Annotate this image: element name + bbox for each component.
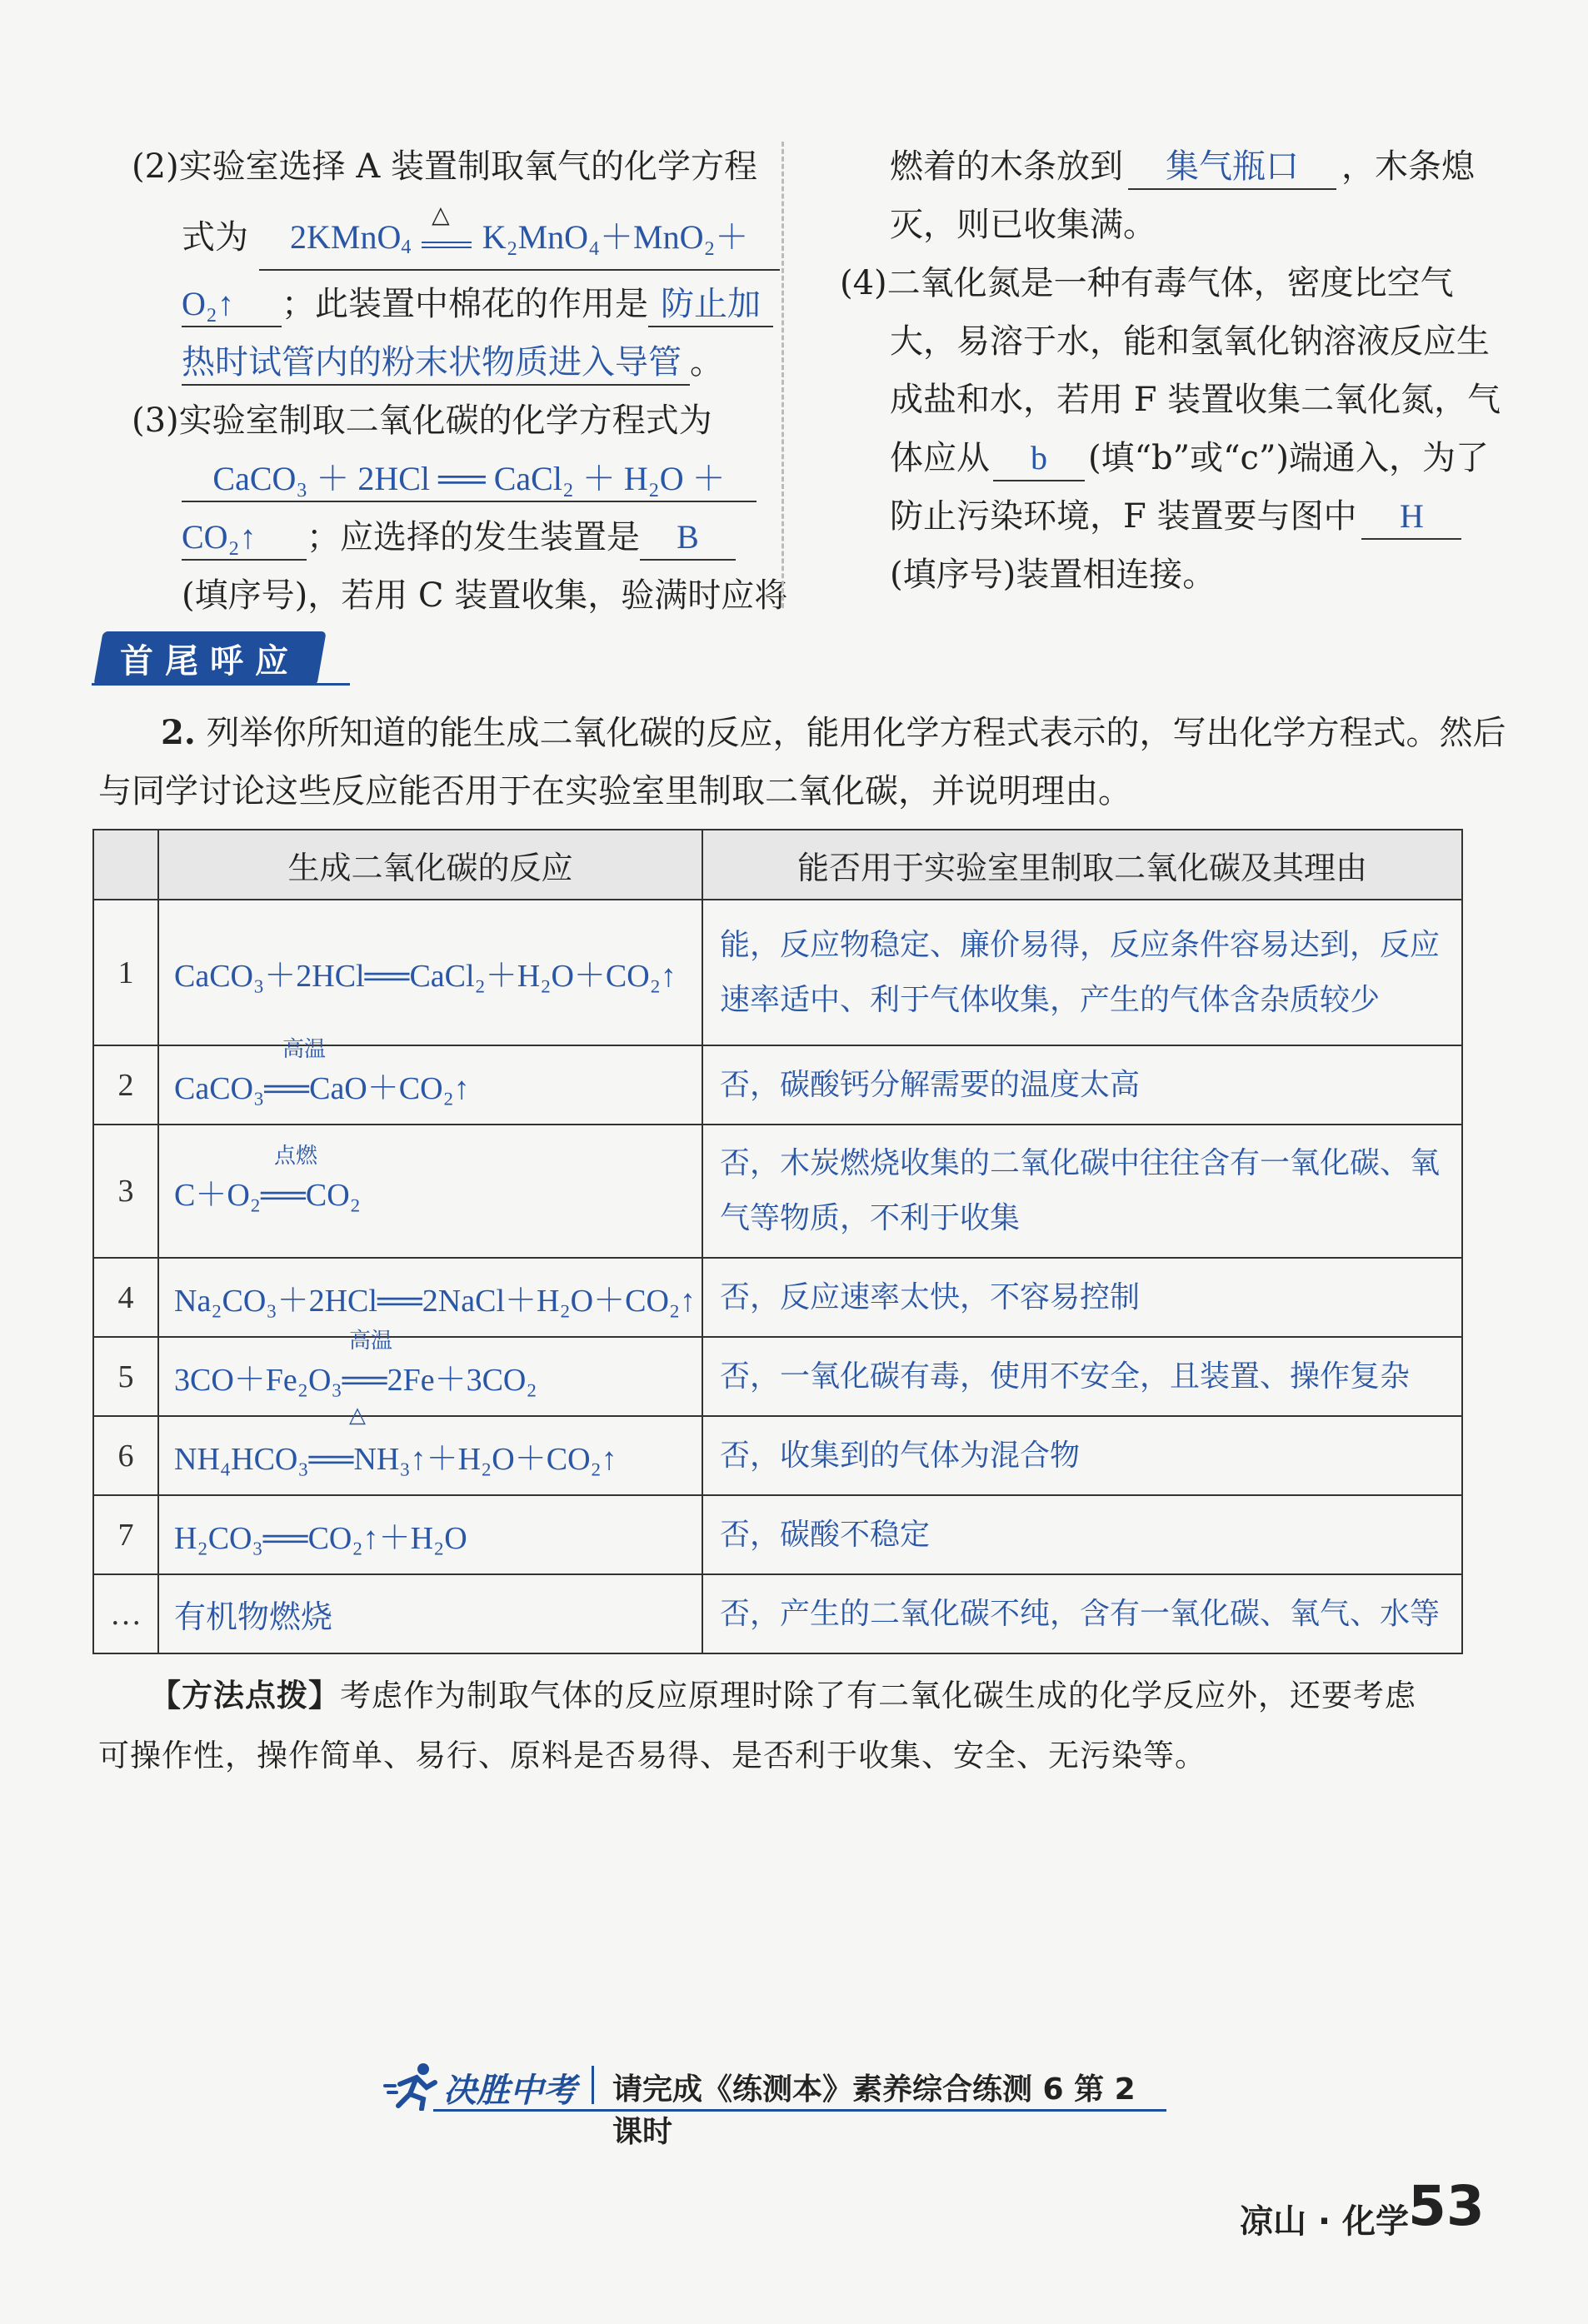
row-reason: 否，木炭燃烧收集的二氧化碳中往往含有一氧化碳、氧气等物质，不利于收集: [702, 1125, 1462, 1258]
row-reaction-cell: [158, 1329, 702, 1416]
q4-line3: 成盐和水，若用 F 装置收集二氧化氮，气: [890, 381, 1501, 419]
row-reaction-cell: [158, 1125, 702, 1258]
row-reaction: NH₄HCO₃══NH₃↑＋H₂O＋CO₂↑: [174, 1442, 617, 1477]
q2-equation-blank: [259, 201, 780, 271]
q3-line3: [182, 508, 736, 566]
runner-icon: [383, 2061, 442, 2114]
main-question-line1: [161, 704, 1506, 762]
row-reason: 否，反应速率太快，不容易控制: [702, 1258, 1462, 1337]
row-reaction-cell: [158, 1037, 702, 1125]
q2-line2-prefix: 式为: [182, 218, 248, 257]
footer-text: 请完成《练测本》素养综合练测 6 第 2 课时: [612, 2072, 1136, 2149]
section-tag: [93, 631, 326, 686]
row-number: …: [93, 1574, 158, 1653]
tip-line1: [150, 1666, 1416, 1726]
q2-eq-arrow: [422, 201, 472, 248]
table-row: [93, 1125, 1462, 1258]
q2-end: 。: [690, 343, 723, 382]
row-number: 5: [93, 1337, 158, 1416]
section-tag-underline: [92, 683, 350, 686]
q3-eq-cont-blank: [182, 516, 307, 561]
row-number: 1: [93, 900, 158, 1045]
q4-line1: (4)二氧化氮是一种有毒气体，密度比空气: [840, 264, 1454, 302]
device-blank: [1361, 495, 1461, 540]
main-question-text-1: 列举你所知道的能生成二氧化碳的反应，能用化学方程式表示的，写出化学方程式。然后: [206, 714, 1506, 752]
q4-line5-prefix: 防止污染环境，F 装置要与图中: [890, 497, 1357, 536]
row-reaction: C＋O₂══CO₂: [174, 1177, 361, 1213]
header-reason: 能否用于实验室里制取二氧化碳及其理由: [702, 830, 1462, 900]
row-reaction: CaCO₃＋2HCl══CaCl₂＋H₂O＋CO₂↑: [158, 900, 702, 1045]
q2-eq-cont-blank: [182, 282, 282, 327]
row-reaction: 3CO＋Fe₂O₃══2Fe＋3CO₂: [174, 1363, 537, 1398]
row-condition: 点燃: [274, 1143, 318, 1168]
section-tag-label: 首尾呼应: [120, 642, 300, 681]
place-answer: 集气瓶口: [1166, 147, 1299, 185]
row-reaction: H₂CO₃══CO₂↑＋H₂O: [158, 1495, 702, 1574]
q4-line5: [890, 487, 1461, 546]
row-reason: 否，产生的二氧化碳不纯，含有一氧化碳、氧气、水等: [702, 1574, 1462, 1653]
q2-cotton-blank-2: [182, 341, 690, 386]
place-blank: [1128, 145, 1336, 190]
q2-eq-cont: O₂↑: [182, 285, 234, 322]
footer-logo: 决胜中考: [443, 2072, 577, 2110]
table-row: [93, 1495, 1462, 1574]
row-condition: △: [349, 1403, 366, 1427]
q2-line1: (2)实验室选择 A 装置制取氧气的化学方程: [132, 147, 757, 186]
column-divider: [782, 142, 784, 608]
row-reason: 否，碳酸钙分解需要的温度太高: [702, 1045, 1462, 1125]
footer-region: 凉山 · 化学: [1240, 2202, 1410, 2241]
header-number: [93, 830, 158, 900]
q2-eq-left: 2KMnO$_4$: [290, 218, 412, 258]
row-reaction: Na₂CO₃＋2HCl══2NaCl＋H₂O＋CO₂↑: [158, 1258, 702, 1337]
footer-banner: [383, 2057, 1166, 2149]
main-question-line2: 与同学讨论这些反应能否用于在实验室里制取二氧化碳，并说明理由。: [98, 772, 1131, 810]
footer-underline: [433, 2109, 1166, 2112]
q3-eq-cont: CO₂↑: [182, 518, 257, 556]
table-row: [93, 1045, 1462, 1125]
q3-equation: CaCO₃ ＋ 2HCl ══ CaCl₂ ＋ H₂O ＋: [212, 460, 726, 497]
q2-cotton-answer-1: 防止加: [661, 285, 761, 322]
q3-line2: [182, 450, 757, 508]
right-line2: 灭，则已收集满。: [890, 206, 1156, 244]
table-row: [93, 1337, 1462, 1416]
port-blank: [993, 436, 1085, 481]
q4-line4-prefix: 体应从: [890, 439, 990, 477]
q3-line1: (3)实验室制取二氧化碳的化学方程式为: [132, 401, 712, 440]
row-reaction-cell: [158, 1403, 702, 1495]
q2-line3: [182, 275, 773, 333]
q4-line4-suffix: (填“b”或“c”)端通入，为了: [1088, 439, 1490, 477]
row-reaction: 有机物燃烧: [158, 1574, 702, 1653]
q2-cotton-blank-1: [648, 282, 773, 327]
footer-separator: [592, 2066, 594, 2104]
row-number: 7: [93, 1495, 158, 1574]
reactions-table: [92, 829, 1463, 1654]
q4-line6: (填序号)装置相连接。: [890, 556, 1216, 594]
page-number: 53: [1408, 2174, 1485, 2238]
q2-line2: [182, 201, 780, 271]
row-reaction: CaCO₃══CaO＋CO₂↑: [174, 1071, 470, 1106]
row-condition: 高温: [282, 1037, 327, 1061]
q2-mid-text: ；此装置中棉花的作用是: [282, 285, 648, 323]
device-answer: H: [1400, 497, 1424, 535]
q2-cotton-answer-2: 热时试管内的粉末状物质进入导管: [182, 343, 682, 381]
row-reason: 否，碳酸不稳定: [702, 1495, 1462, 1574]
q3-mid-text: ；应选择的发生装置是: [307, 518, 640, 556]
table-row: [93, 900, 1462, 1045]
table-row: [93, 1574, 1462, 1653]
q2-eq-right: K₂MnO₄＋MnO₂＋: [482, 218, 749, 256]
right-line1: [890, 137, 1475, 196]
table-header-row: [93, 830, 1462, 900]
table-row: [93, 1416, 1462, 1495]
q3-device-answer: B: [677, 518, 699, 556]
row-number: 2: [93, 1045, 158, 1125]
table-row: [93, 1258, 1462, 1337]
right-line1-suffix: ，木条熄: [1341, 147, 1475, 186]
row-number: 4: [93, 1258, 158, 1337]
row-reason: 能，反应物稳定、廉价易得，反应条件容易达到，反应速率适中、利于气体收集，产生的气体含杂质较少: [702, 900, 1462, 1045]
right-line1-prefix: 燃着的木条放到: [890, 147, 1123, 186]
q3-device-blank: [640, 516, 736, 561]
port-answer: b: [1031, 439, 1047, 476]
row-number: 3: [93, 1125, 158, 1258]
main-question-number: 2.: [161, 713, 196, 752]
row-number: 6: [93, 1416, 158, 1495]
tip-label: 【方法点拨】: [150, 1678, 340, 1713]
tip-text-1: 考虑作为制取气体的反应原理时除了有二氧化碳生成的化学反应外，还要考虑: [340, 1678, 1416, 1713]
tip-line2: 可操作性，操作简单、易行、原料是否易得、是否利于收集、安全、无污染等。: [98, 1738, 1206, 1773]
q4-line2: 大，易溶于水，能和氢氧化钠溶液反应生: [890, 322, 1490, 361]
q2-line4: [182, 333, 723, 391]
row-reason: 否，一氧化碳有毒，使用不安全，且装置、操作复杂: [702, 1337, 1462, 1416]
q2-eq-condition: △: [432, 201, 450, 228]
q3-equation-blank: [182, 457, 757, 502]
q3-line4: (填序号)，若用 C 装置收集，验满时应将: [182, 576, 788, 615]
header-reaction: 生成二氧化碳的反应: [158, 830, 702, 900]
q4-line4: [890, 429, 1489, 487]
row-reason: 否，收集到的气体为混合物: [702, 1416, 1462, 1495]
row-condition: 高温: [349, 1329, 393, 1353]
